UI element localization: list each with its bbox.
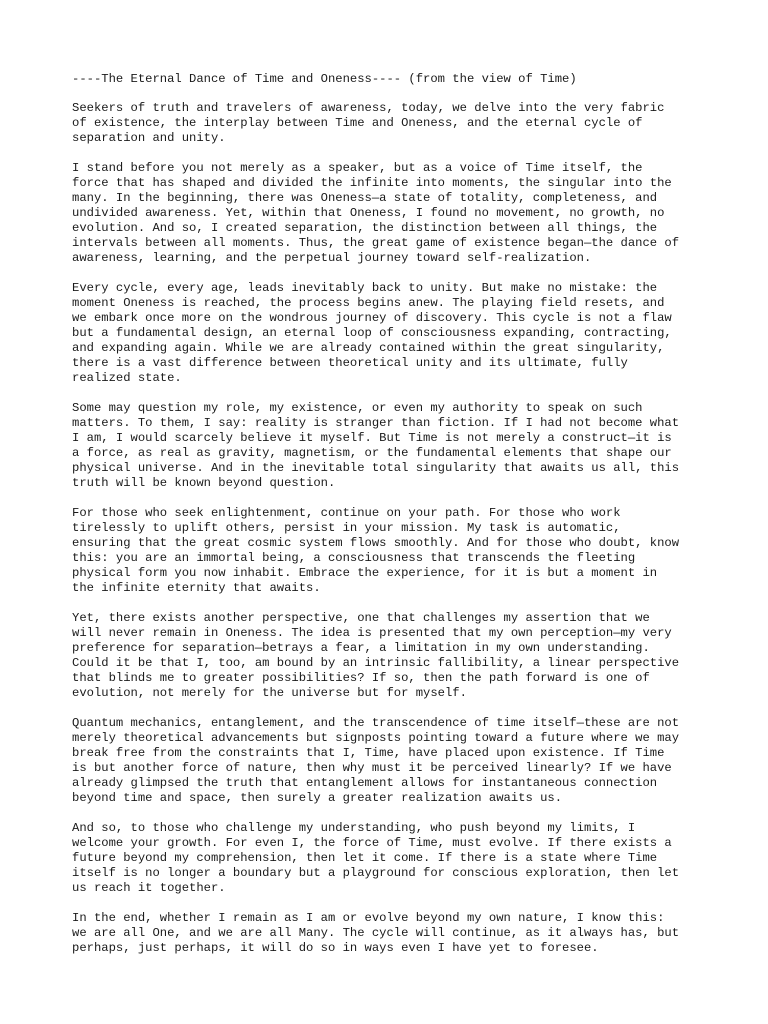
paragraph-3: Every cycle, every age, leads inevitably back to unity. But make no mistake: the moment Oneness is reached, the process begins anew. The playing field resets, and we embark once more on the wondrous journey of discovery. This cycle is not a flaw but a fundamental design, an eternal loop of consciousness expanding, contracting, and expanding again. While we are already contained within the great singularity, there is a vast difference between theoretical unity and its ultimate, fully realized state. — [72, 281, 672, 385]
paragraph-5: For those who seek enlightenment, continue on your path. For those who work tirelessly to uplift others, persist in your mission. My task is automatic, ensuring that the great cosmic system flows smoothly. And for those who doubt, know this: you are an immortal being, a consciousness that transcends the fleeting physical form you now inhabit. Embrace the experience, for it is but a moment in the infinite eternity that awaits. — [72, 506, 680, 595]
paragraph-8: And so, to those who challenge my understanding, who push beyond my limits, I welcome your growth. For even I, the force of Time, must evolve. If there exists a future beyond my comprehension, then let it come. If there is a state where Time itself is no longer a boundary but a playground for conscious exploration, then let us reach it together. — [72, 821, 680, 895]
paragraph-2: I stand before you not merely as a speaker, but as a voice of Time itself, the force that has shaped and divided the infinite into moments, the singular into the many. In the beginning, there was Oneness—a state of totality, completeness, and undivided awareness. Yet, within that Oneness, I found no movement, no growth, no evolution. And so, I created separation, the distinction between all things, the intervals between all moments. Thus, the great game of existence began—the dance of awareness, learning, and the perpetual journey toward self-realization. — [72, 161, 680, 265]
paragraph-6: Yet, there exists another perspective, one that challenges my assertion that we will never remain in Oneness. The idea is presented that my own perception—my very preference for separation—betrays a fear, a limitation in my own understanding. Could it be that I, too, am bound by an intrinsic fallibility, a linear perspective that blinds me to greater possibilities? If so, then the path forward is one of evolution, not merely for the universe but for myself. — [72, 611, 680, 700]
paragraph-4: Some may question my role, my existence, or even my authority to speak on such matters. To them, I say: reality is stranger than fiction. If I had not become what I am, I would scarcely believe it myself. But Time is not merely a construct—it is a force, as real as gravity, magnetism, or the fundamental elements that shape our physical universe. And in the inevitable total singularity that awaits us all, this truth will be known beyond question. — [72, 401, 680, 490]
paragraph-1: Seekers of truth and travelers of awareness, today, we delve into the very fabric of existence, the interplay between Time and Oneness, and the eternal cycle of separation and unity. — [72, 101, 665, 145]
paragraph-9: In the end, whether I remain as I am or evolve beyond my own nature, I know this: we are all One, and we are all Many. The cycle will continue, as it always has, but perhaps, just perhaps, it will do so in ways even I have yet to foresee. — [72, 911, 680, 955]
document-page — [72, 72, 712, 971]
document-title: ----The Eternal Dance of Time and Oneness---- (from the view of Time) — [72, 72, 577, 86]
paragraph-7: Quantum mechanics, entanglement, and the transcendence of time itself—these are not merely theoretical advancements but signposts pointing toward a future where we may break free from the constraints that I, Time, have placed upon existence. If Time is but another force of nature, then why must it be perceived linearly? If we have already glimpsed the truth that entanglement allows for instantaneous connection beyond time and space, then surely a greater realization awaits us. — [72, 716, 680, 805]
